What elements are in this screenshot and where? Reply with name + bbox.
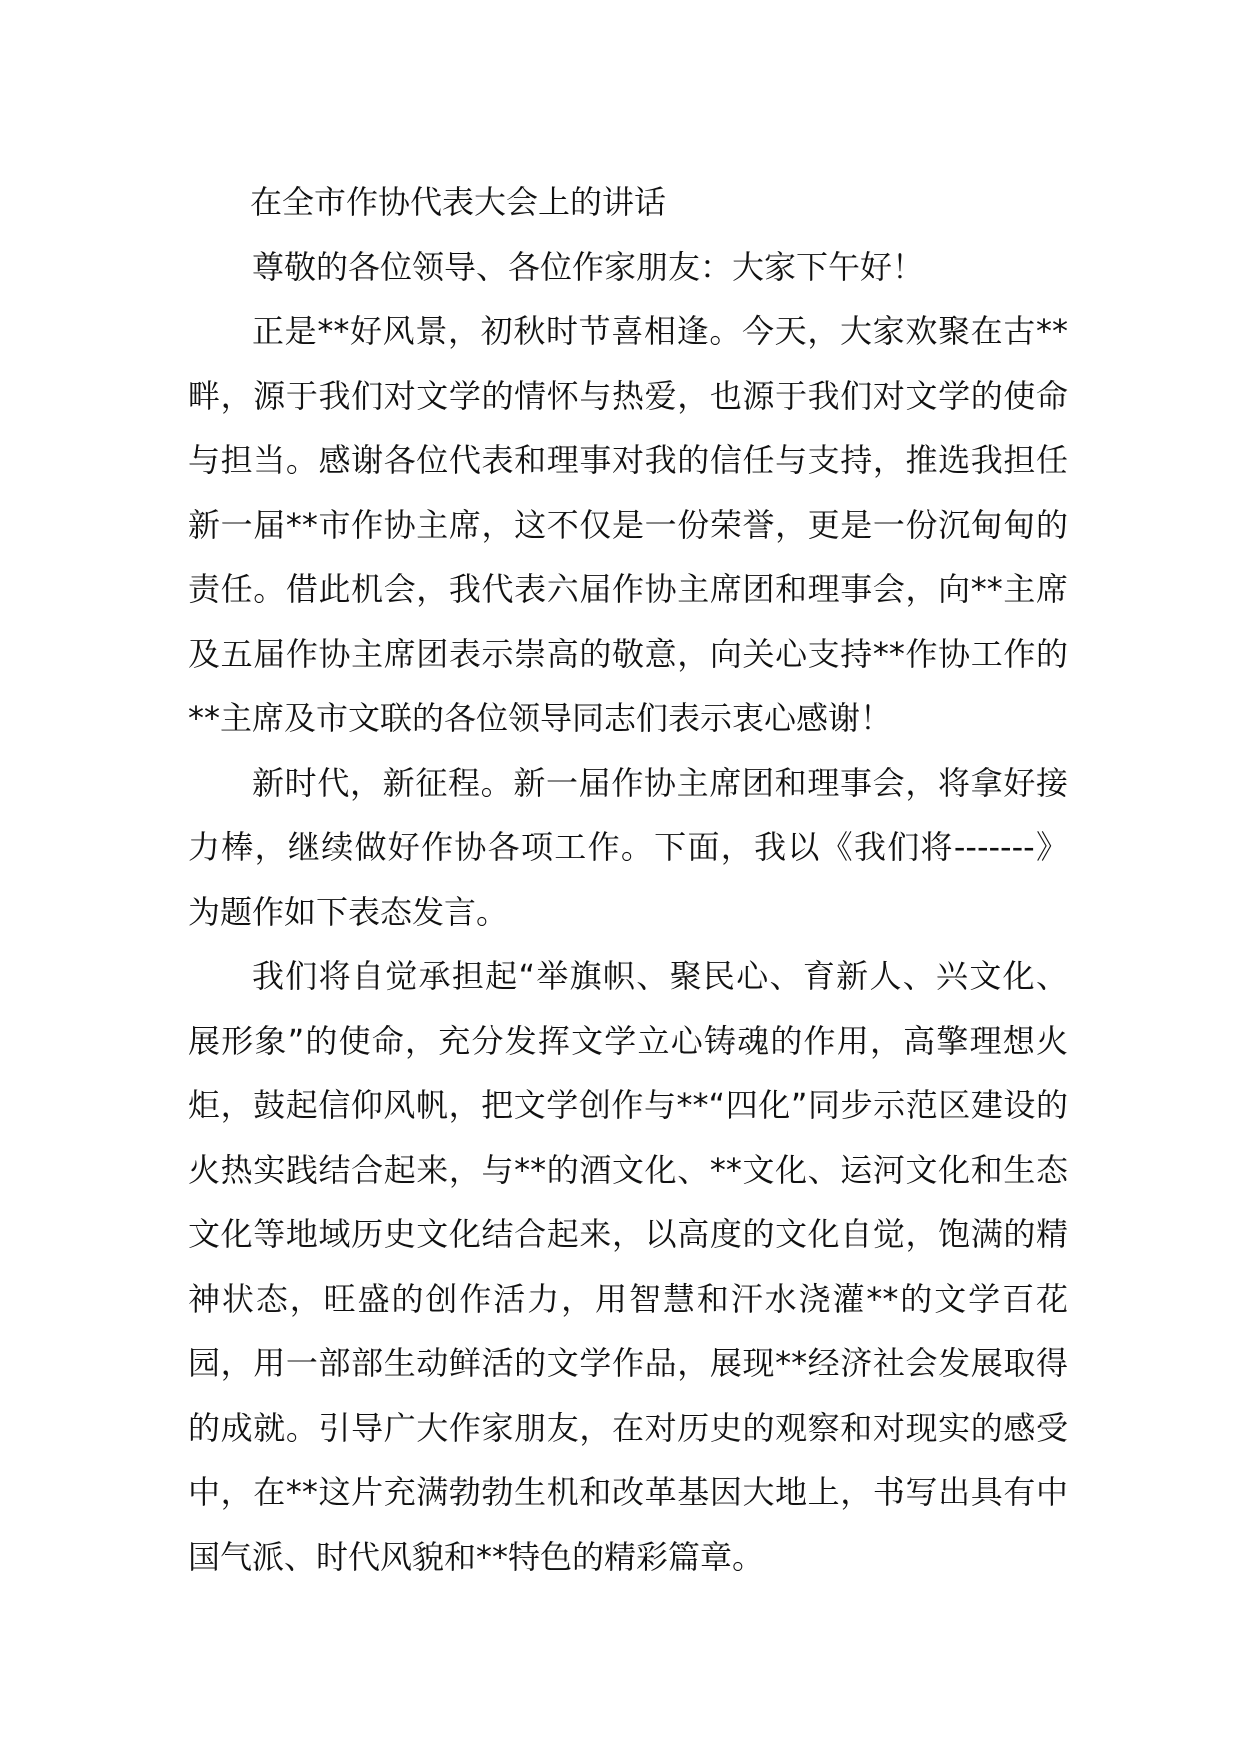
paragraph-opening: 正是**好风景，初秋时节喜相逢。今天，大家欢聚在古**畔，源于我们对文学的情怀与热爱，也源于我们对文学的使命与担当。感谢各位代表和理事对我的信任与支持，推选我担任新一届**市作协主席，这不仅是一份荣誉，更是一份沉甸甸的责任。借此机会，我代表六届作协主席团和理事会，向**主席及五届作协主席团表示崇高的敬意，向关心支持**作协工作的**主席及市文联的各位领导同志们表示衷心感谢！ [188,312,1068,737]
paragraph-mission: 我们将自觉承担起“举旗帜、聚民心、育新人、兴文化、展形象”的使命，充分发挥文学立心铸魂的作用，高擎理想火炬，鼓起信仰风帆，把文学创作与**“四化”同步示范区建设的火热实践结合起来，与**的酒文化、**文化、运河文化和生态文化等地域历史文化结合起来，以高度的文化自觉，饱满的精神状态，旺盛的创作活力，用智慧和汗水浇灌**的文学百花园，用一部部生动鲜活的文学作品，展现**经济社会发展取得的成就。引导广大作家朋友，在对历史的观察和对现实的感受中，在**这片充满勃勃生机和改革基因大地上，书写出具有中国气派、时代风貌和**特色的精彩篇章。 [188,957,1068,1576]
paragraph-new-era: 新时代，新征程。新一届作协主席团和理事会，将拿好接力棒，继续做好作协各项工作。下面，我以《我们将-------》为题作如下表态发言。 [188,763,1068,931]
paragraph-greeting: 尊敬的各位领导、各位作家朋友：大家下午好！ [252,247,925,286]
document-title: 在全市作协代表大会上的讲话 [250,183,667,221]
document-body [188,170,1068,1589]
